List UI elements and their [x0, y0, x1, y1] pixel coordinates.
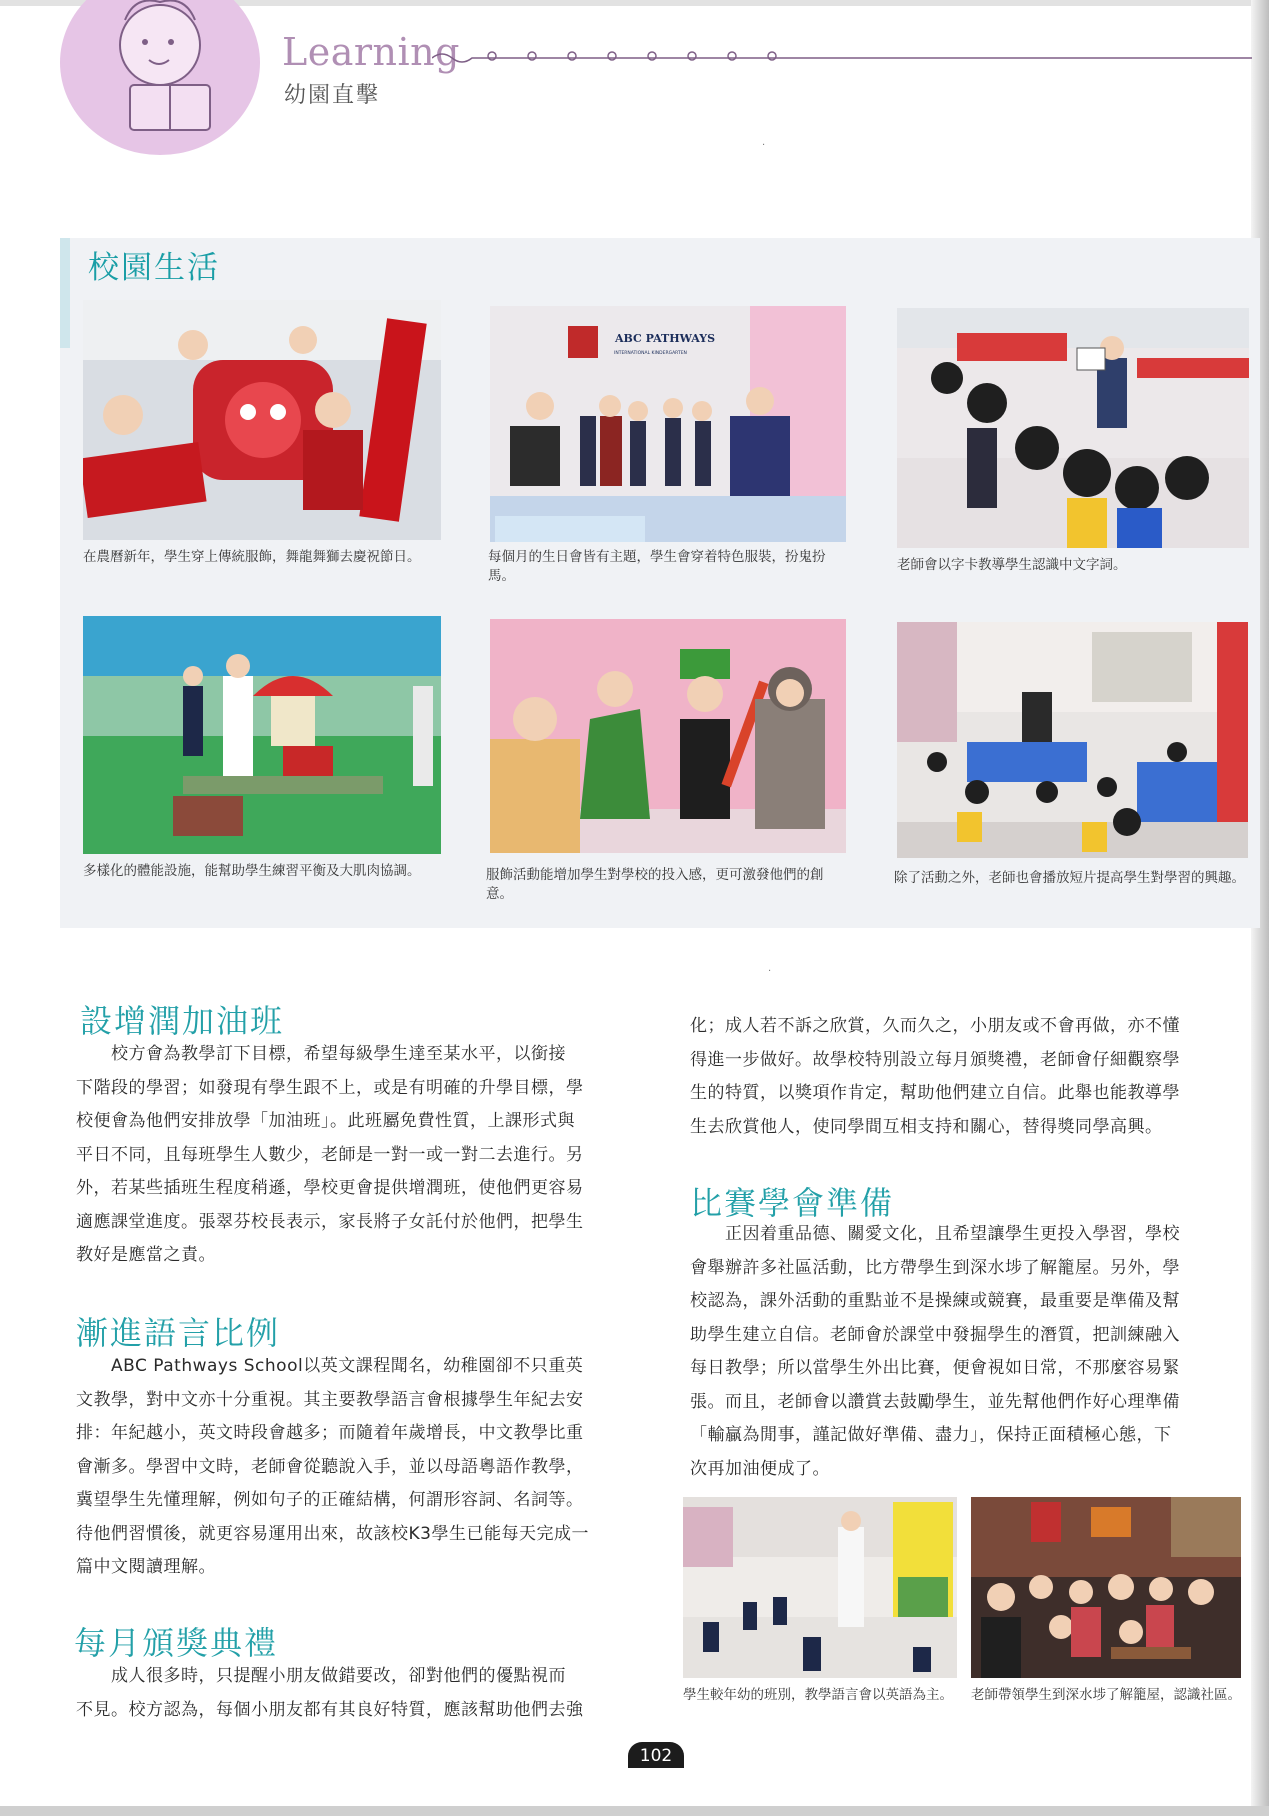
photo-caption: 老師會以字卡教導學生認識中文字詞。: [897, 557, 1127, 573]
text-line: 化；成人若不訴之欣賞，久而久之，小朋友或不會再做，亦不懂: [690, 1016, 1180, 1036]
text-line: 助學生建立自信。老師會於課堂中發掘學生的潛質，把訓練融入: [690, 1324, 1180, 1345]
text-line: 下階段的學習；如發現有學生跟不上，或是有明確的升學目標，學: [76, 1077, 584, 1098]
page-number: 102: [628, 1742, 684, 1768]
text-line: 「輸贏為閒事，謹記做好準備、盡力」，保持正面積極心態，下: [690, 1425, 1172, 1445]
photo-community-visit: [971, 1497, 1241, 1678]
text-line: 不見。校方認為，每個小朋友都有其良好特質，應該幫助他們去強: [76, 1699, 584, 1720]
text-line: 會漸多。學習中文時，老師會從聽說入手，並以母語粵語作教學，: [76, 1456, 584, 1477]
text-line: 成人很多時，只提醒小朋友做錯要改，卻對他們的優點視而: [76, 1666, 566, 1686]
header-badge: [60, 0, 260, 155]
decorative-swirl-rule: [432, 48, 1252, 68]
photo-caption: 每個月的生日會皆有主題，學生會穿着特色服裝，扮鬼扮馬。: [488, 549, 826, 584]
scan-bottom-edge: [0, 1806, 1269, 1816]
text-line: 會舉辦許多社區活動，比方帶學生到深水埗了解籠屋。另外，學: [690, 1257, 1180, 1278]
photo-caption: 多樣化的體能設施，能幫助學生練習平衡及大肌肉協調。: [83, 863, 421, 879]
school-sign-sub: INTERNATIONAL KINDERGARTEN: [614, 351, 687, 356]
text-line: 適應課堂進度。張翠芬校長表示，家長將子女託付於他們，把學生: [76, 1211, 584, 1232]
section-header-subtitle: 幼園直擊: [284, 83, 381, 108]
school-sign: ABC PATHWAYS: [615, 332, 716, 345]
child-reading-illustration: [105, 0, 225, 140]
text-line: 生去欣賞他人，使同學間互相支持和關心，替得獎同學高興。: [690, 1116, 1163, 1137]
photo-costume-activity: [490, 619, 846, 853]
section-body-language-ratio: [76, 1350, 642, 1585]
gallery-title: 校園生活: [88, 250, 220, 286]
photo-caption: 老師帶領學生到深水埗了解籠屋，認識社區。: [971, 1687, 1241, 1703]
photo-play-equipment: [83, 616, 441, 854]
text-line: 平日不同，且每班學生人數少，老師是一對一或一對二去進行。另: [76, 1144, 584, 1165]
text-line: 教好是應當之責。: [76, 1245, 216, 1265]
photo-classroom-video: [897, 622, 1248, 858]
section-title-enrichment-class: 設增潤加油班: [80, 1002, 285, 1040]
photo-birthday-party: [490, 306, 846, 542]
scan-speck: ·: [768, 966, 772, 977]
photo-english-class: [683, 1497, 957, 1678]
text-line: 篇中文閱讀理解。: [76, 1557, 216, 1577]
section-header-title: Learning: [282, 30, 460, 74]
text-line: ABC Pathways School以英文課程聞名，幼稚園卻不只重英: [76, 1356, 584, 1376]
text-line: 正因着重品德、關愛文化，且希望讓學生更投入學習，學校: [690, 1224, 1180, 1244]
text-line: 排：年紀越小，英文時段會越多；而隨着年歲增長，中文教學比重: [76, 1423, 584, 1443]
text-line: 校方會為教學訂下目標，希望每級學生達至某水平，以銜接: [76, 1044, 566, 1064]
scan-speck: ·: [762, 140, 766, 151]
photo-caption: 服飾活動能增加學生對學校的投入感，更可激發他們的創意。: [486, 867, 824, 902]
text-line: 每日教學；所以當學生外出比賽，便會視如日常，不那麼容易緊: [690, 1358, 1180, 1378]
text-line: 文教學，對中文亦十分重視。其主要教學語言會根據學生年紀去安: [76, 1389, 584, 1410]
section-title-competition-prep: 比賽學會準備: [690, 1184, 895, 1222]
gallery-accent-bar: [60, 238, 70, 348]
section-body-monthly-awards: [76, 1660, 642, 1727]
text-line: 校認為，課外活動的重點並不是操練或競賽，最重要是準備及幫: [690, 1291, 1180, 1311]
photo-flashcard-lesson: [897, 308, 1249, 548]
text-line: 冀望學生先懂理解，例如句子的正確結構，何謂形容詞、名詞等。: [76, 1490, 584, 1510]
text-line: 得進一步做好。故學校特別設立每月頒獎禮，老師會仔細觀察學: [690, 1049, 1180, 1070]
section-title-monthly-awards: 每月頒獎典禮: [74, 1624, 279, 1662]
text-line: 生的特質，以獎項作肯定，幫助他們建立自信。此舉也能教導學: [690, 1083, 1180, 1103]
section-body-monthly-awards-continued: [690, 1010, 1246, 1144]
photo-caption: 除了活動之外，老師也會播放短片提高學生對學習的興趣。: [894, 870, 1245, 886]
photo-lunar-new-year: [83, 300, 441, 540]
text-line: 次再加油便成了。: [690, 1458, 830, 1479]
section-title-language-ratio: 漸進語言比例: [76, 1314, 281, 1352]
text-line: 校便會為他們安排放學「加油班」。此班屬免費性質，上課形式與: [76, 1111, 575, 1131]
text-line: 外，若某些插班生程度稍遜，學校更會提供增潤班，使他們更容易: [76, 1178, 584, 1198]
section-body-enrichment-class: [76, 1038, 642, 1273]
section-body-competition-prep: [690, 1218, 1246, 1486]
photo-caption: 學生較年幼的班別，教學語言會以英語為主。: [683, 1687, 953, 1703]
photo-caption: 在農曆新年，學生穿上傳統服飾，舞龍舞獅去慶祝節日。: [83, 549, 421, 565]
text-line: 張。而且，老師會以讚賞去鼓勵學生，並先幫他們作好心理準備: [690, 1391, 1180, 1412]
text-line: 待他們習慣後，就更容易運用出來，故該校K3學生已能每天完成一: [76, 1523, 589, 1544]
